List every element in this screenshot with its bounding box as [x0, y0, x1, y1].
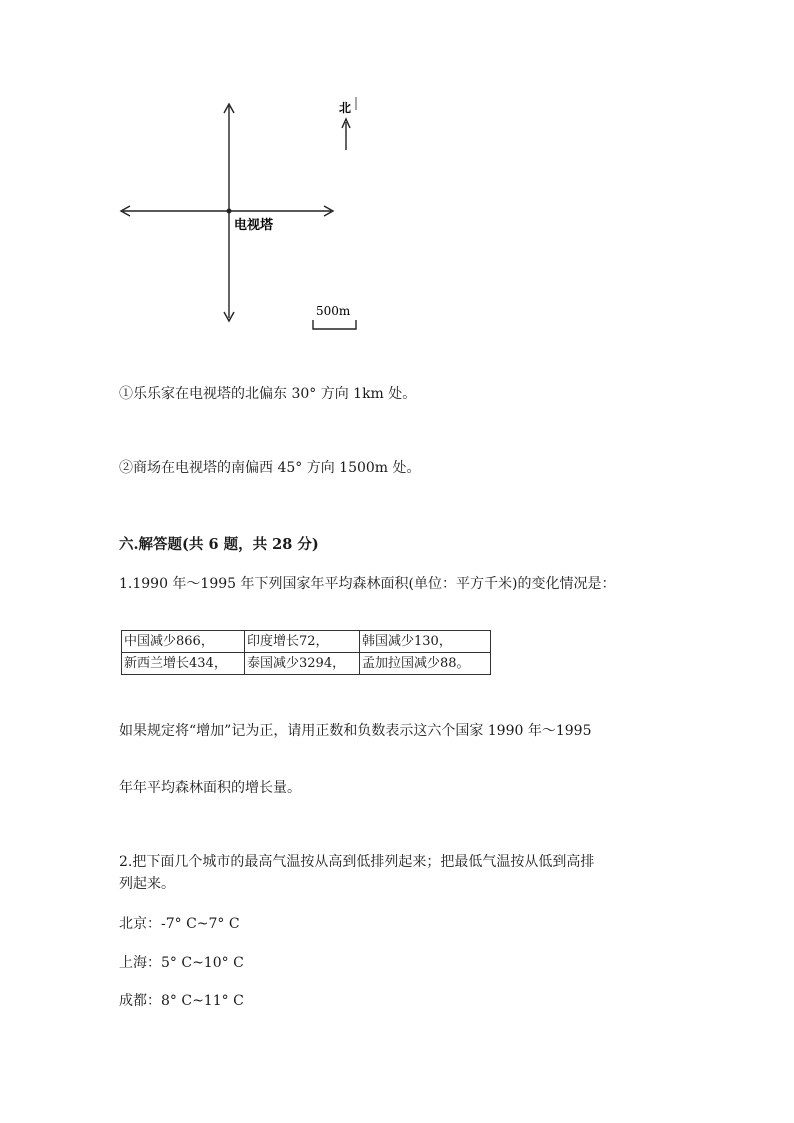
table-row: [122, 631, 491, 653]
forest-change-table: [121, 630, 491, 675]
table-cell: 泰国减少3294，: [245, 653, 360, 675]
q2-prompt-line1: 2.把下面几个城市的最高气温按从高到低排列起来；把最低气温按从低到高排: [119, 854, 595, 870]
q1-instruction-line1: 如果规定将“增加”记为正，请用正数和负数表示这六个国家 1990 年～1995: [119, 723, 592, 739]
question-mall-location: ②商场在电视塔的南偏西 45° 方向 1500m 处。: [119, 460, 421, 476]
scale-label: 500m: [316, 304, 351, 318]
tv-tower-point: [227, 209, 232, 214]
table-row: [122, 653, 491, 675]
city-chengdu: 成都：8° C~11° C: [119, 993, 244, 1009]
city-beijing: 北京：-7° C~7° C: [119, 916, 240, 932]
table-cell: 印度增长72，: [245, 631, 360, 653]
table-cell: 韩国减少130，: [360, 631, 491, 653]
north-label: 北: [339, 101, 352, 115]
q1-prompt: 1.1990 年～1995 年下列国家年平均森林面积(单位：平方千米)的变化情况是：: [119, 576, 616, 592]
q1-instruction-line2: 年年平均森林面积的增长量。: [119, 780, 301, 796]
table-cell: 新西兰增长434，: [122, 653, 245, 675]
tv-tower-label: 电视塔: [234, 218, 274, 233]
q2-prompt-line2: 列起来。: [119, 876, 175, 892]
city-shanghai: 上海：5° C~10° C: [119, 955, 244, 971]
table-cell: 孟加拉国减少88。: [360, 653, 491, 675]
question-home-location: ①乐乐家在电视塔的北偏东 30° 方向 1km 处。: [119, 386, 417, 402]
scale-bar: [313, 320, 356, 329]
table-cell: 中国减少866，: [122, 631, 245, 653]
section-title: 六.解答题(共 6 题，共 28 分): [119, 536, 319, 553]
direction-diagram: [0, 0, 794, 360]
